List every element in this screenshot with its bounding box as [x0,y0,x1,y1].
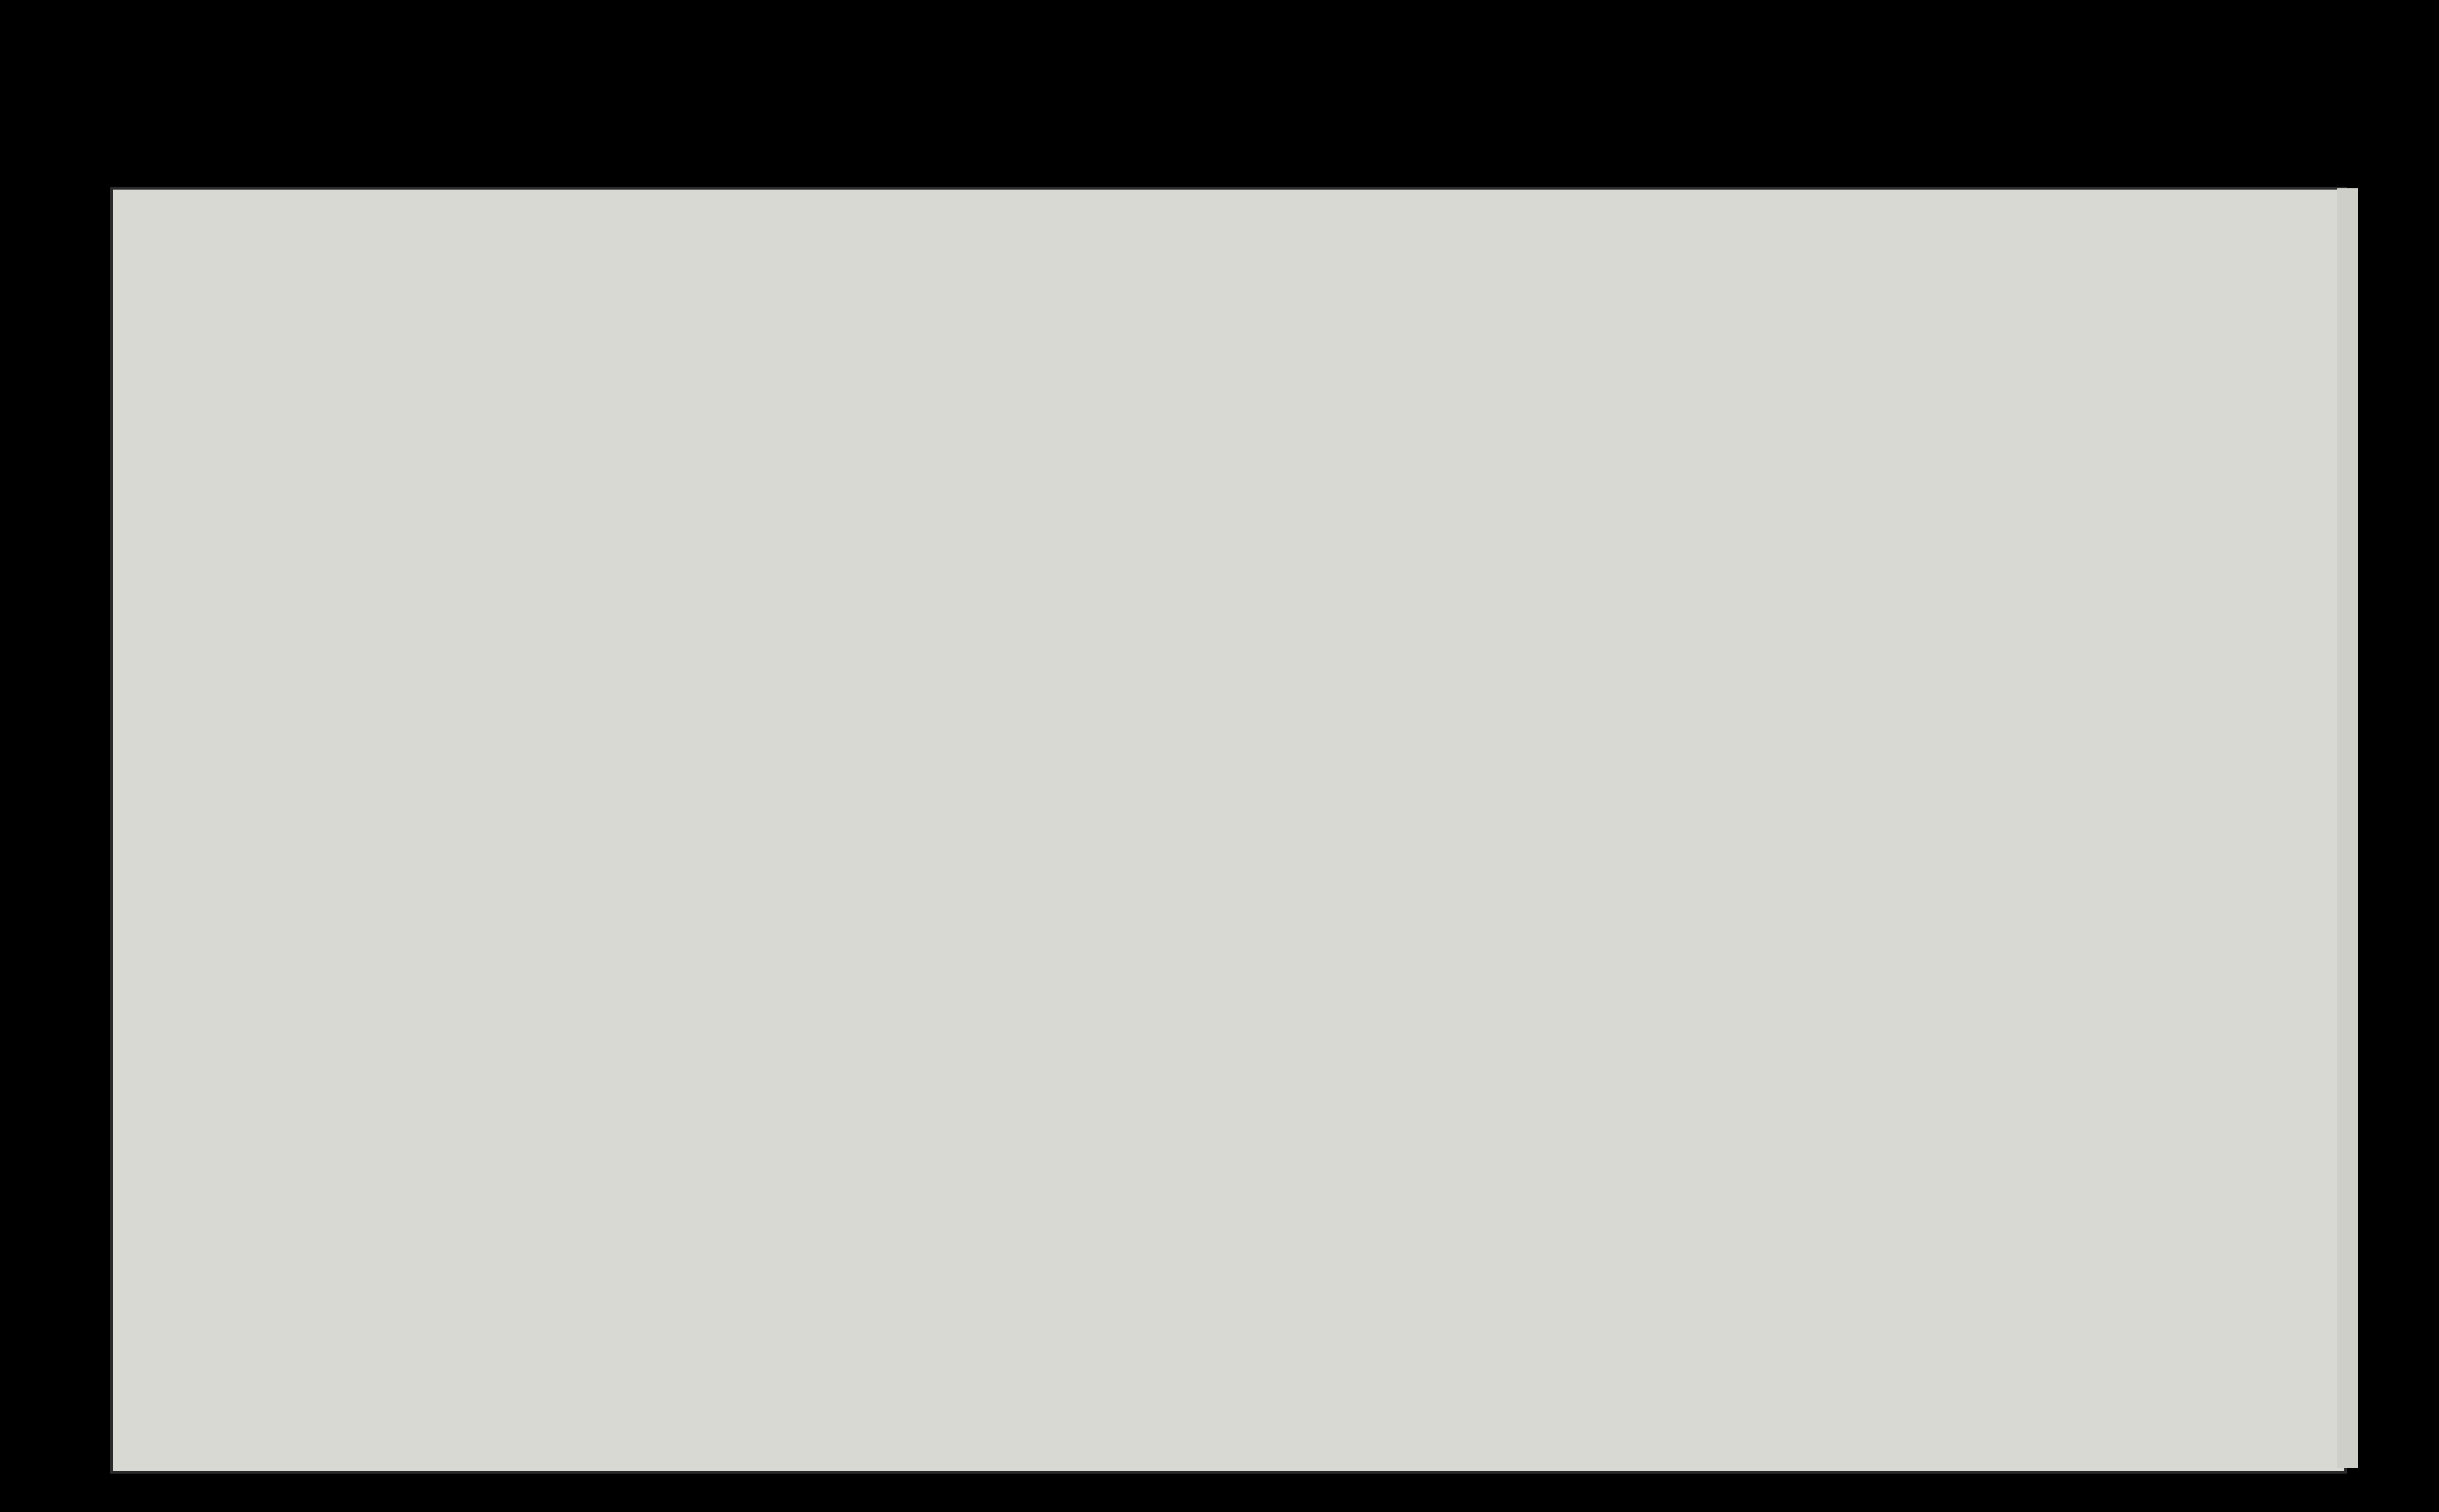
census-card [110,187,2347,1474]
card-edge [2337,188,2358,1468]
